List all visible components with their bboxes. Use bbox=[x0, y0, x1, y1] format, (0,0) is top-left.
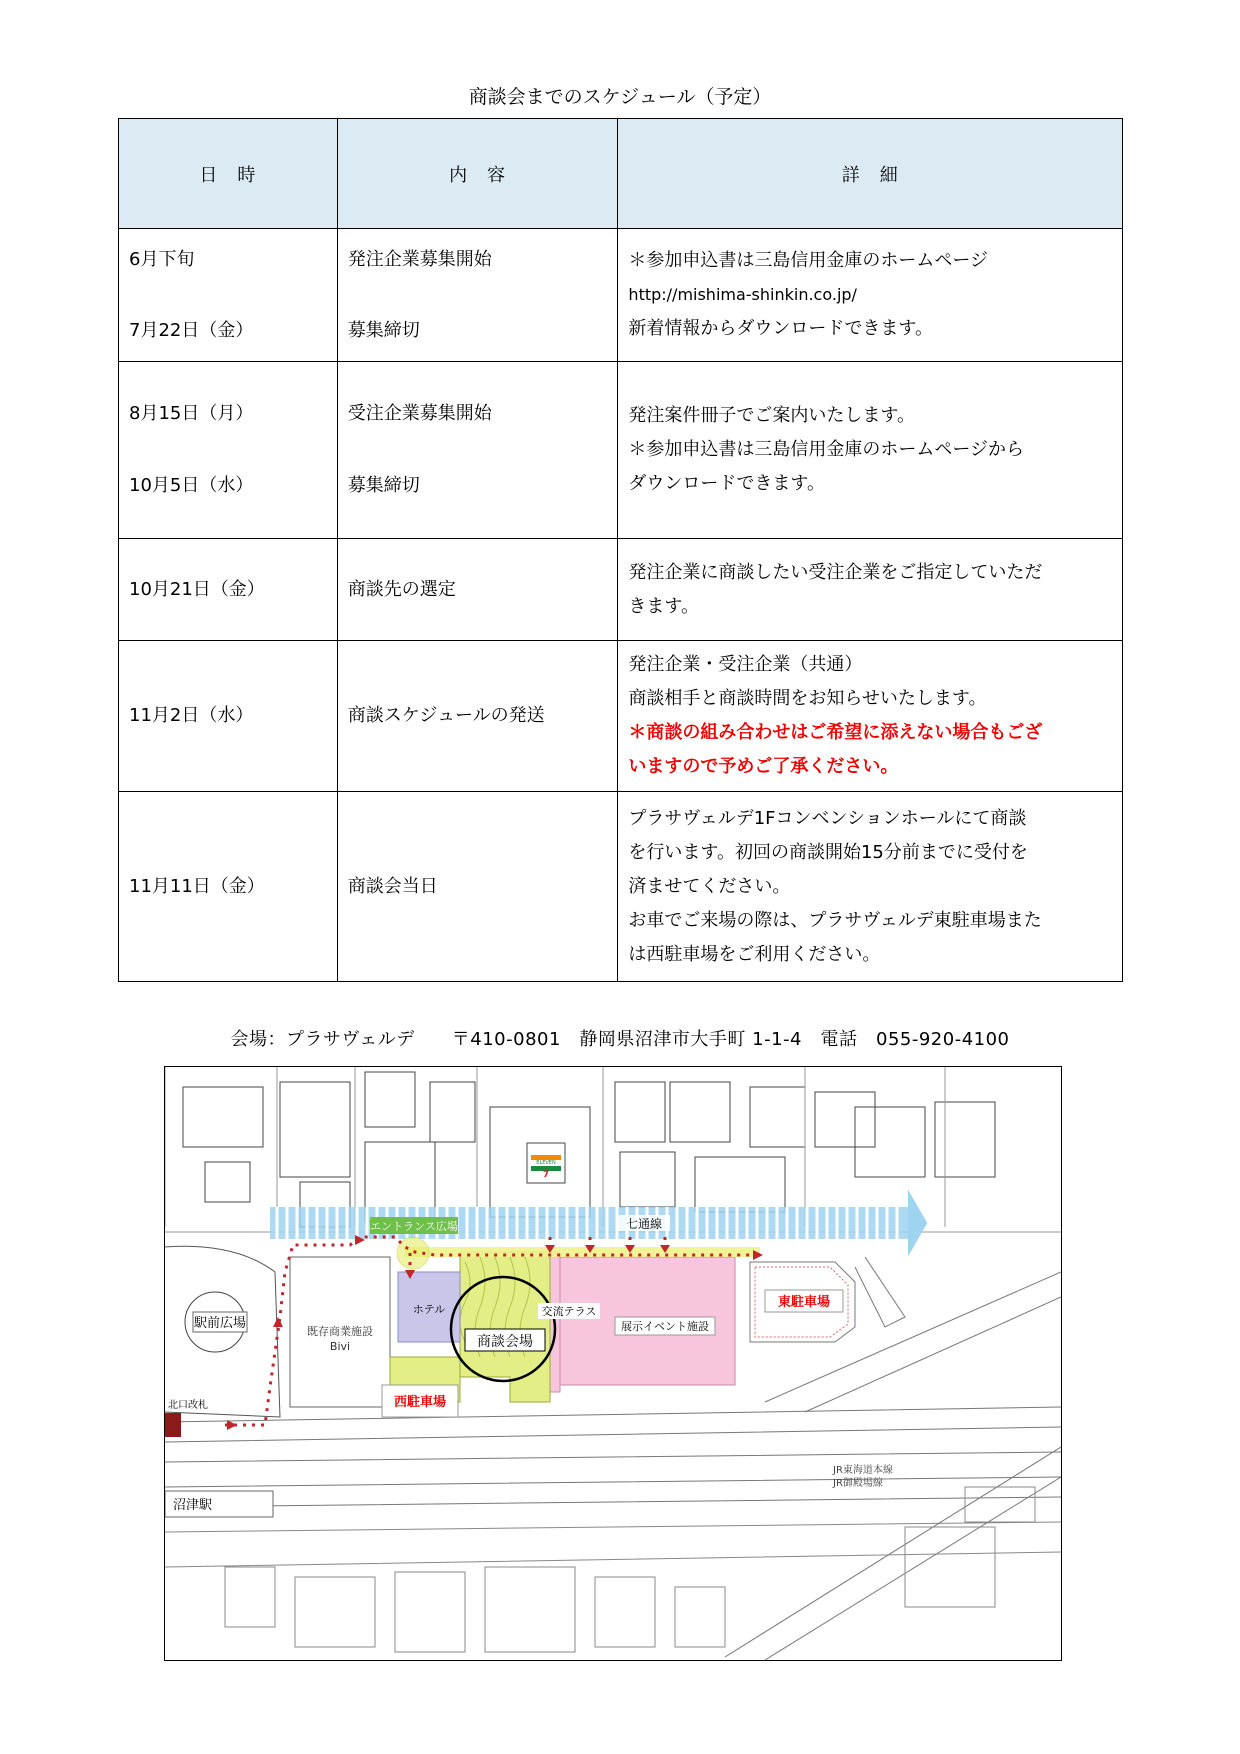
notice-line: ＊商談の組み合わせはご希望に添えない場合もござ bbox=[628, 722, 1043, 743]
date: 11月2日（水） bbox=[129, 705, 254, 726]
row-date bbox=[119, 641, 338, 792]
svg-text:7: 7 bbox=[542, 1170, 550, 1180]
row-date bbox=[119, 362, 338, 539]
detail-line: ダウンロードできます。 bbox=[628, 473, 825, 494]
map-drawing bbox=[165, 1067, 1061, 1660]
terrace-label: 交流テラス bbox=[541, 1305, 597, 1318]
row-date bbox=[119, 539, 338, 641]
date-start: 8月15日（月） bbox=[129, 403, 254, 424]
table-row bbox=[119, 539, 1123, 641]
table-row bbox=[119, 792, 1123, 982]
detail-line: お車でご来場の際は、プラサヴェルデ東駐車場また bbox=[628, 909, 1042, 931]
detail-line: ＊参加申込書は三島信用金庫のホームページ bbox=[628, 250, 989, 271]
detail-line: ＊参加申込書は三島信用金庫のホームページから bbox=[628, 439, 1025, 460]
detail-line: 済ませてください。 bbox=[628, 875, 791, 897]
schedule-table bbox=[118, 118, 1123, 982]
notice-line: いますので予めご了承ください。 bbox=[628, 756, 899, 777]
street-label: 七通線 bbox=[625, 1217, 663, 1231]
content-end: 募集締切 bbox=[347, 319, 420, 341]
date-end: 7月22日（金） bbox=[129, 319, 254, 341]
row-detail bbox=[618, 362, 1123, 539]
table-row bbox=[119, 229, 1123, 362]
hotel-label: ホテル bbox=[412, 1303, 446, 1316]
east-parking-label: 東駐車場 bbox=[777, 1295, 831, 1310]
detail-line: きます。 bbox=[628, 595, 699, 617]
building-block bbox=[855, 1107, 925, 1177]
building-block bbox=[365, 1072, 415, 1127]
entrance-plaza-label: エントランス広場 bbox=[370, 1220, 458, 1233]
detail-line: を行います。初回の商談開始15分前までに受付を bbox=[628, 841, 1028, 863]
content-end: 募集締切 bbox=[347, 475, 420, 496]
detail-line: 新着情報からダウンロードできます。 bbox=[628, 318, 933, 339]
row-date bbox=[119, 229, 338, 362]
building-block bbox=[183, 1087, 263, 1147]
rail-label-2: JR御殿場線 bbox=[833, 1478, 883, 1489]
row-detail bbox=[618, 229, 1123, 362]
row-content bbox=[337, 641, 618, 792]
date: 10月21日（金） bbox=[129, 578, 265, 600]
building-block bbox=[280, 1082, 350, 1177]
row-detail bbox=[618, 792, 1123, 982]
content: 商談スケジュールの発送 bbox=[347, 705, 545, 726]
detail-line: 商談相手と商談時間をお知らせいたします。 bbox=[628, 688, 987, 709]
building-block bbox=[695, 1157, 785, 1212]
content: 商談先の選定 bbox=[347, 578, 456, 600]
building-block bbox=[815, 1092, 875, 1147]
content-start: 受注企業募集開始 bbox=[347, 403, 492, 424]
bivi-label-2: Bivi bbox=[329, 1340, 351, 1353]
bivi-label-1: 既存商業施設 bbox=[307, 1325, 373, 1338]
station-label: 沼津駅 bbox=[173, 1498, 213, 1513]
row-detail bbox=[618, 539, 1123, 641]
detail-line: 発注企業・受注企業（共通） bbox=[628, 654, 863, 675]
date-end: 10月5日（水） bbox=[129, 475, 254, 496]
row-content bbox=[337, 792, 618, 982]
row-content bbox=[337, 362, 618, 539]
access-map[interactable] bbox=[164, 1066, 1062, 1661]
building-block bbox=[750, 1087, 805, 1147]
row-content bbox=[337, 229, 618, 362]
page-title: 商談会までのスケジュール（予定） bbox=[468, 86, 772, 108]
building-block bbox=[430, 1082, 475, 1142]
west-parking-label: 西駐車場 bbox=[393, 1395, 447, 1410]
date: 11月11日（金） bbox=[129, 875, 265, 897]
homepage-link[interactable]: http://mishima-shinkin.co.jp/ bbox=[628, 285, 857, 304]
building-block bbox=[620, 1152, 675, 1207]
table-header-row bbox=[119, 119, 1123, 229]
building-block bbox=[615, 1082, 665, 1142]
seven-eleven-logo bbox=[527, 1143, 565, 1183]
table-row bbox=[119, 641, 1123, 792]
table-row bbox=[119, 362, 1123, 539]
building-block bbox=[935, 1102, 995, 1177]
exhibition-label: 展示イベント施設 bbox=[621, 1320, 709, 1333]
station-plaza-label: 駅前広場 bbox=[193, 1316, 247, 1331]
row-detail bbox=[618, 641, 1123, 792]
row-date bbox=[119, 792, 338, 982]
north-gate-label: 北口改札 bbox=[168, 1400, 208, 1411]
logo-text: ELEVEN bbox=[536, 1160, 556, 1166]
venue-info: 会場：プラサヴェルデ 〒410-0801 静岡県沼津市大手町 1-1-4 電話 055-920-4100 bbox=[230, 1029, 1010, 1050]
detail-line: プラサヴェルデ1Fコンベンションホールにて商談 bbox=[628, 807, 1027, 829]
content-start: 発注企業募集開始 bbox=[347, 248, 492, 270]
header-date: 日 時 bbox=[119, 119, 338, 229]
detail-line: は西駐車場をご利用ください。 bbox=[628, 943, 881, 965]
date-start: 6月下旬 bbox=[129, 248, 195, 270]
header-content: 内 容 bbox=[337, 119, 618, 229]
north-gate-marker bbox=[165, 1413, 181, 1437]
detail-line: 発注企業に商談したい受注企業をご指定していただ bbox=[628, 561, 1043, 583]
header-detail: 詳 細 bbox=[618, 119, 1123, 229]
rail-label-1: JR東海道本線 bbox=[833, 1465, 893, 1476]
building-block bbox=[670, 1082, 730, 1142]
venue-label: 商談会場 bbox=[477, 1334, 533, 1350]
building-block bbox=[205, 1162, 250, 1202]
detail-line: 発注案件冊子でご案内いたします。 bbox=[628, 405, 915, 426]
row-content bbox=[337, 539, 618, 641]
content: 商談会当日 bbox=[347, 875, 438, 897]
